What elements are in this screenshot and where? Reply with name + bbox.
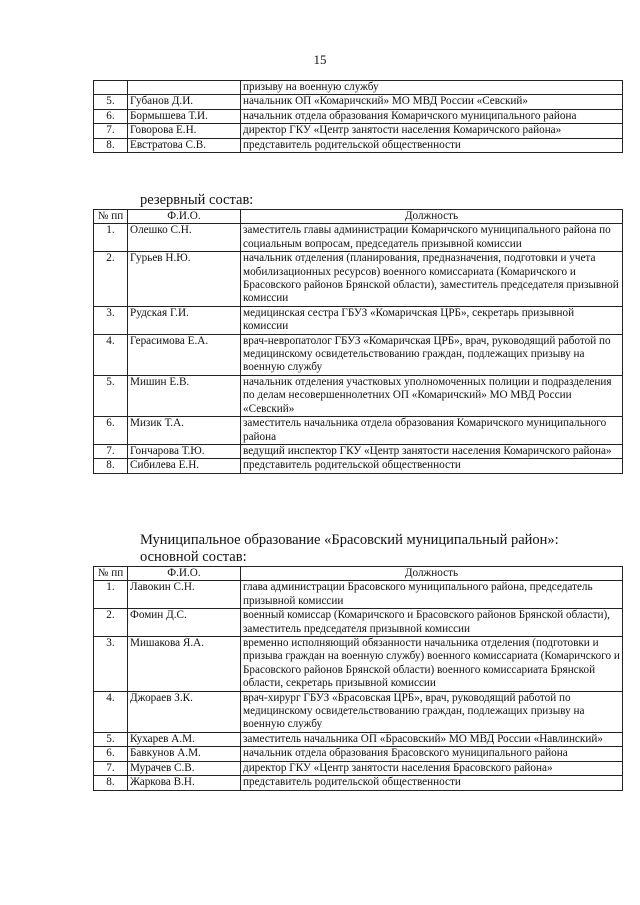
person-name: Гурьев Н.Ю. bbox=[128, 252, 241, 307]
table-row bbox=[94, 375, 623, 416]
row-number: 1. bbox=[94, 581, 128, 609]
table-row bbox=[94, 691, 623, 732]
table-row bbox=[94, 459, 623, 473]
table-row bbox=[94, 138, 623, 152]
table-row bbox=[94, 581, 623, 609]
table-row bbox=[94, 747, 623, 761]
person-name: Жаркова В.Н. bbox=[128, 776, 241, 790]
table-row bbox=[94, 609, 623, 637]
person-position: начальник ОП «Комаричский» МО МВД России «Севский» bbox=[241, 95, 623, 109]
column-header-position: Должность bbox=[241, 567, 623, 581]
table-row bbox=[94, 109, 623, 123]
table-row bbox=[94, 417, 623, 445]
person-position: заместитель начальника отдела образования Комаричского муниципального района bbox=[241, 417, 623, 445]
row-number: 2. bbox=[94, 252, 128, 307]
person-position: врач-хирург ГБУЗ «Брасовская ЦРБ», врач, руководящий работой по медицинскому освидетельствованию граждан, подлежащих призыву на военную службу bbox=[241, 691, 623, 732]
person-name: Герасимова Е.А. bbox=[128, 334, 241, 375]
person-name: Рудская Г.И. bbox=[128, 306, 241, 334]
row-number: 4. bbox=[94, 334, 128, 375]
brasovsky-main-composition-table bbox=[93, 566, 623, 791]
table-header-row bbox=[94, 567, 623, 581]
row-number: 6. bbox=[94, 417, 128, 445]
person-name: Мишин Е.В. bbox=[128, 375, 241, 416]
table-row bbox=[94, 761, 623, 775]
column-header-position: Должность bbox=[241, 210, 623, 224]
row-number bbox=[94, 81, 128, 95]
reserve-composition-heading: резервный состав: bbox=[140, 192, 254, 208]
table-row bbox=[94, 732, 623, 746]
person-name: Бавкунов А.М. bbox=[128, 747, 241, 761]
row-number: 3. bbox=[94, 637, 128, 692]
row-number: 3. bbox=[94, 306, 128, 334]
person-position: военный комиссар (Комаричского и Брасовского районов Брянской области), заместитель председателя призывной комиссии bbox=[241, 609, 623, 637]
person-position: медицинская сестра ГБУЗ «Комаричская ЦРБ», секретарь призывной комиссии bbox=[241, 306, 623, 334]
person-position: начальник отделения (планирования, предназначения, подготовки и учета мобилизационных ресурсов) военного комиссариата (Комаричского и Брасовского районов Брянской области), заместитель председателя призывной комиссии bbox=[241, 252, 623, 307]
row-number: 7. bbox=[94, 444, 128, 458]
row-number: 5. bbox=[94, 95, 128, 109]
person-name: Мизик Т.А. bbox=[128, 417, 241, 445]
row-number: 8. bbox=[94, 776, 128, 790]
column-header-name: Ф.И.О. bbox=[128, 210, 241, 224]
person-name: Фомин Д.С. bbox=[128, 609, 241, 637]
table-row bbox=[94, 224, 623, 252]
person-position: ведущий инспектор ГКУ «Центр занятости населения Комаричского района» bbox=[241, 444, 623, 458]
row-number: 5. bbox=[94, 375, 128, 416]
person-name: Лавокин С.Н. bbox=[128, 581, 241, 609]
person-name: Говорова Е.Н. bbox=[128, 124, 241, 138]
person-name bbox=[128, 81, 241, 95]
column-header-name: Ф.И.О. bbox=[128, 567, 241, 581]
row-number: 6. bbox=[94, 109, 128, 123]
person-position: начальник отделения участковых уполномоченных полиции и подразделения по делам несовершеннолетних ОП «Комаричский» МО МВД России «Севский» bbox=[241, 375, 623, 416]
row-number: 6. bbox=[94, 747, 128, 761]
person-position: временно исполняющий обязанности начальника отделения (подготовки и призыва граждан на военную службу) военного комиссариата (Комаричского и Брасовского районов Брянской области) военного комиссариата Брянской области, секретарь призывной комиссии bbox=[241, 637, 623, 692]
column-header-number: № пп bbox=[94, 567, 128, 581]
table-row bbox=[94, 306, 623, 334]
person-position: представитель родительской общественности bbox=[241, 459, 623, 473]
person-position: представитель родительской общественности bbox=[241, 138, 623, 152]
row-number: 4. bbox=[94, 691, 128, 732]
table-row bbox=[94, 124, 623, 138]
person-position: начальник отдела образования Комаричского муниципального района bbox=[241, 109, 623, 123]
main-composition-table-continued bbox=[93, 80, 623, 153]
person-position: заместитель главы администрации Комаричского муниципального района по социальным вопросам, председатель призывной комиссии bbox=[241, 224, 623, 252]
person-name: Мишакова Я.А. bbox=[128, 637, 241, 692]
row-number: 8. bbox=[94, 459, 128, 473]
row-number: 1. bbox=[94, 224, 128, 252]
person-name: Губанов Д.И. bbox=[128, 95, 241, 109]
person-position: представитель родительской общественности bbox=[241, 776, 623, 790]
table-row bbox=[94, 95, 623, 109]
person-position: директор ГКУ «Центр занятости населения Брасовского района» bbox=[241, 761, 623, 775]
person-position: призыву на военную службу bbox=[241, 81, 623, 95]
person-name: Бормышева Т.И. bbox=[128, 109, 241, 123]
table-row bbox=[94, 637, 623, 692]
person-position: глава администрации Брасовского муниципального района, председатель призывной комиссии bbox=[241, 581, 623, 609]
person-name: Джораев З.К. bbox=[128, 691, 241, 732]
person-position: врач-невропатолог ГБУЗ «Комаричская ЦРБ», врач, руководящий работой по медицинскому освидетельствованию граждан, подлежащих призыву на военную службу bbox=[241, 334, 623, 375]
person-name: Гончарова Т.Ю. bbox=[128, 444, 241, 458]
row-number: 7. bbox=[94, 124, 128, 138]
row-number: 2. bbox=[94, 609, 128, 637]
main-composition-heading: основной состав: bbox=[140, 549, 247, 565]
column-header-number: № пп bbox=[94, 210, 128, 224]
table-row bbox=[94, 776, 623, 790]
reserve-composition-table bbox=[93, 209, 623, 474]
table-row bbox=[94, 444, 623, 458]
row-number: 5. bbox=[94, 732, 128, 746]
row-number: 7. bbox=[94, 761, 128, 775]
table-row bbox=[94, 334, 623, 375]
person-name: Сибилева Е.Н. bbox=[128, 459, 241, 473]
person-name: Олешко С.Н. bbox=[128, 224, 241, 252]
page-number: 15 bbox=[313, 52, 327, 67]
table-row bbox=[94, 252, 623, 307]
person-position: начальник отдела образования Брасовского муниципального района bbox=[241, 747, 623, 761]
person-position: директор ГКУ «Центр занятости населения Комаричского района» bbox=[241, 124, 623, 138]
table-header-row bbox=[94, 210, 623, 224]
person-name: Кухарев А.М. bbox=[128, 732, 241, 746]
person-name: Мурачев С.В. bbox=[128, 761, 241, 775]
person-name: Евстратова С.В. bbox=[128, 138, 241, 152]
table-row bbox=[94, 81, 623, 95]
row-number: 8. bbox=[94, 138, 128, 152]
person-position: заместитель начальника ОП «Брасовский» МО МВД России «Навлинский» bbox=[241, 732, 623, 746]
brasovsky-district-heading: Муниципальное образование «Брасовский муниципальный район»: bbox=[140, 532, 559, 548]
